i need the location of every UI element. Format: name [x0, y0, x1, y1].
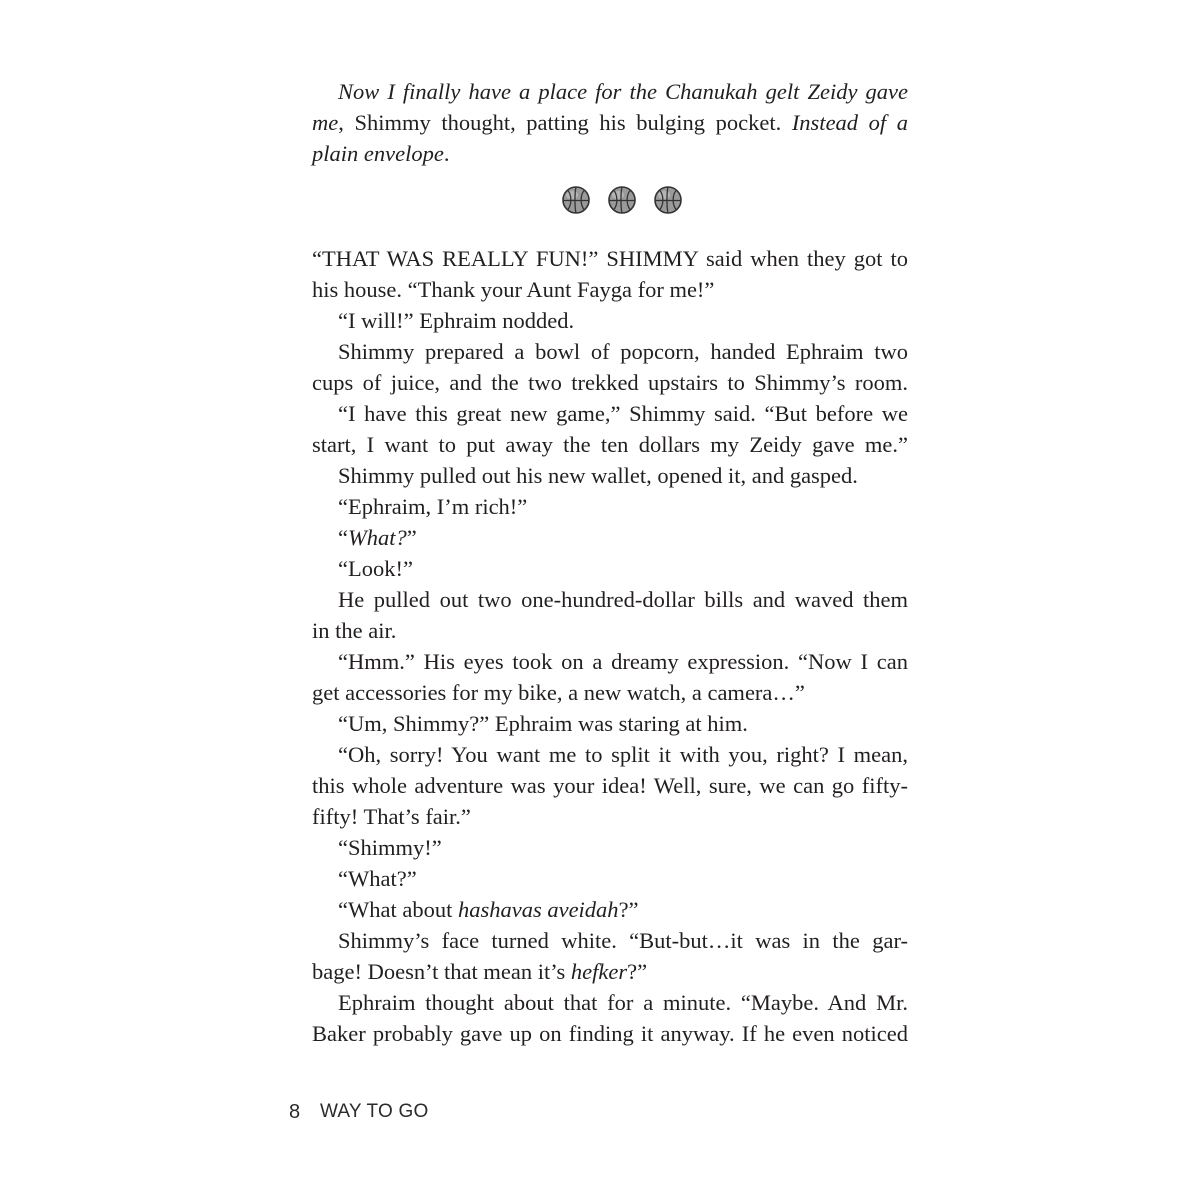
roman-text: “What about [338, 897, 458, 922]
basketball-icon [561, 185, 591, 215]
text-line: Baker probably gave up on finding it anyway. If he even noticed [312, 1021, 908, 1046]
text-line: get accessories for my bike, a new watch, a camera…” [312, 680, 805, 705]
text-line: Shimmy pulled out his new wallet, opened it, and gasped. [338, 463, 858, 488]
roman-text: . [443, 141, 450, 166]
text-line: “Um, Shimmy?” Ephraim was staring at him. [338, 711, 748, 736]
text-line: his house. “Thank your Aunt Fayga for me!” [312, 277, 715, 302]
italic-text: What? [348, 525, 407, 550]
text-line: this whole adventure was your idea! Well, sure, we can go fifty- [312, 773, 908, 798]
epigraph-line: Now I finally have a place for the Chanukah gelt Zeidy gave [338, 79, 908, 104]
italic-text: me [312, 110, 339, 135]
roman-text: bage! Doesn’t that mean it’s [312, 959, 571, 984]
text-line [312, 956, 908, 987]
epigraph-line [312, 107, 908, 138]
page-number: 8 [289, 1101, 301, 1123]
text-line: start, I want to put away the ten dollars my Zeidy gave me.” [312, 432, 908, 457]
running-head: WAY TO GO [320, 1101, 429, 1122]
text-line: “Hmm.” His eyes took on a dreamy expression. “Now I can [338, 649, 908, 674]
text-line: “Look!” [338, 556, 413, 581]
section-break-ornament [561, 185, 683, 215]
text-line: “Ephraim, I’m rich!” [338, 494, 528, 519]
text-line: “What?” [338, 866, 417, 891]
text-line: in the air. [312, 618, 397, 643]
italic-text: plain envelope [312, 141, 444, 166]
text-line: “Oh, sorry! You want me to split it with you, right? I mean, [338, 742, 908, 767]
roman-text: ?” [627, 959, 648, 984]
text-line [312, 894, 908, 925]
roman-text: ” [406, 525, 417, 550]
text-line [312, 522, 908, 553]
text-line: cups of juice, and the two trekked upstairs to Shimmy’s room. [312, 370, 908, 395]
text-line: He pulled out two one-hundred-dollar bills and waved them [338, 587, 908, 612]
roman-text: “ [338, 525, 348, 550]
text-line: “THAT WAS REALLY FUN!” SHIMMY said when they got to [312, 246, 908, 271]
text-line: fifty! That’s fair.” [312, 804, 471, 829]
italic-text: hefker [570, 959, 628, 984]
basketball-icon [653, 185, 683, 215]
text-line: Shimmy’s face turned white. “But-but…it was in the gar- [338, 928, 908, 953]
roman-text: ?” [618, 897, 639, 922]
italic-text: Instead of a [791, 110, 908, 135]
basketball-icon [607, 185, 637, 215]
body-text [312, 243, 908, 1049]
text-line: “I have this great new game,” Shimmy said. “But before we [338, 401, 908, 426]
text-line: Shimmy prepared a bowl of popcorn, handed Ephraim two [338, 339, 908, 364]
text-line: “I will!” Ephraim nodded. [338, 308, 575, 333]
text-line: “Shimmy!” [338, 835, 442, 860]
epigraph [312, 76, 908, 169]
text-line: Ephraim thought about that for a minute. “Maybe. And Mr. [338, 990, 908, 1015]
epigraph-line [312, 138, 908, 169]
italic-text: hashavas aveidah [457, 897, 619, 922]
roman-text: , Shimmy thought, patting his bulging pocket. [338, 110, 792, 135]
